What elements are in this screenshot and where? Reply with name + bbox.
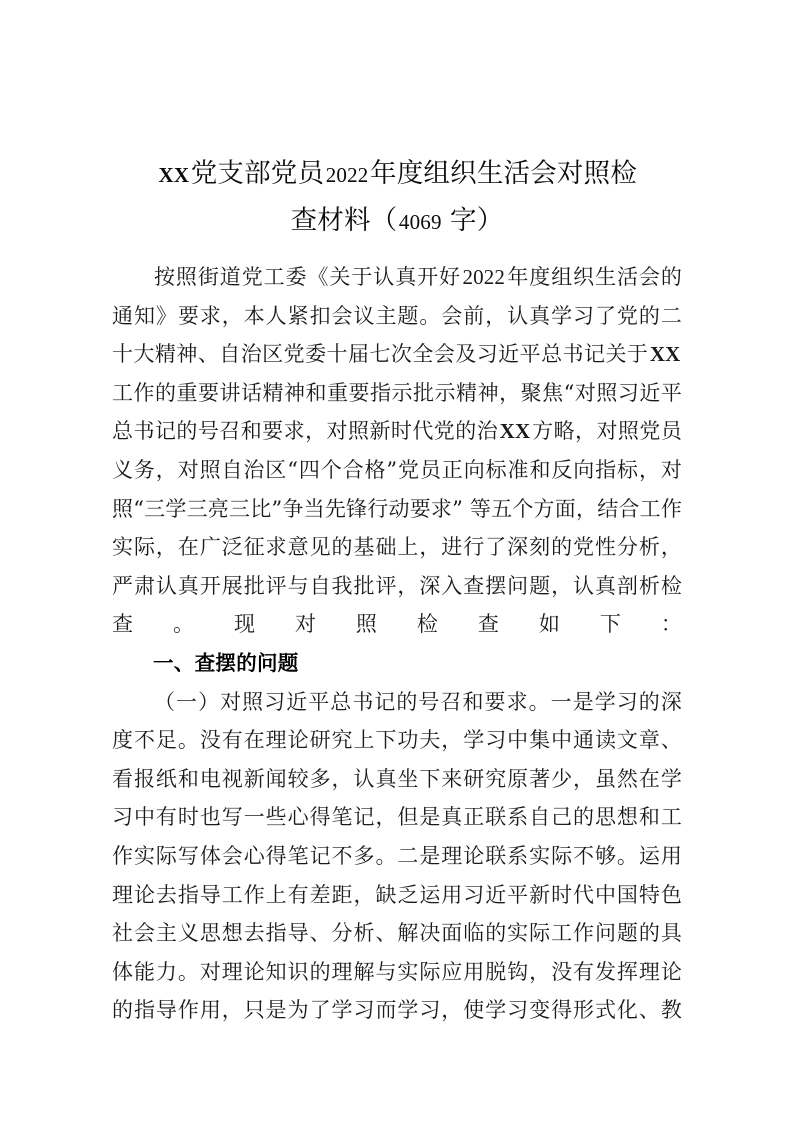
heading-section-1: 一、查摆的问题 (153, 650, 299, 675)
latin-run: 2022 (325, 162, 369, 187)
latin-run: 2022 (462, 265, 506, 289)
document-body (112, 258, 682, 1030)
latin-run: XX (499, 419, 531, 444)
title-line-1: XX党支部党员2022年度组织生活会对照检 (158, 157, 638, 188)
latin-run: XX (649, 342, 681, 367)
latin-run: 4069 (398, 209, 442, 234)
paragraph-intro: 按照街道党工委《关于认真开好2022年度组织生活会的通知》要求，本人紧扣会议主题。会前，认真学习了党的二十大精神、自治区党委十届七次全会及习近平总书记关于XX工作的重要讲话精神和重要指示批示精神，聚焦“对照习近平总书记的号召和要求，对照新时代党的治XX方略，对照党员义务，对照自治区“四个合格”党员正向标准和反向指标，对照“三学三亮三比”争当先锋行动要求” 等五个方面，结合工作实际，在广泛征求意见的基础上，进行了深刻的党性分析，严肃认真开展批评与自我批评，深入查摆问题，认真剖析检查。现对照检查如下： (112, 265, 682, 637)
page-title (112, 151, 682, 245)
latin-run: XX (158, 162, 190, 187)
title-line-2: 查材料（4069 字） (290, 204, 504, 235)
paragraph-section-1-1: （一）对照习近平总书记的号召和要求。一是学习的深度不足。没有在理论研究上下功夫，学习中集中通读文章、看报纸和电视新闻较多，认真坐下来研究原著少，虽然在学习中有时也写一些心得笔记，但是真正联系自己的思想和工作实际写体会心得笔记不多。二是理论联系实际不够。运用理论去指导工作上有差距，缺乏运用习近平新时代中国特色社会主义思想去指导、分析、解决面临的实际工作问题的具体能力。对理论知识的理解与实际应用脱钩，没有发挥理论的指导作用，只是为了学习而学习，使学习变得形式化、教 (112, 689, 682, 1023)
